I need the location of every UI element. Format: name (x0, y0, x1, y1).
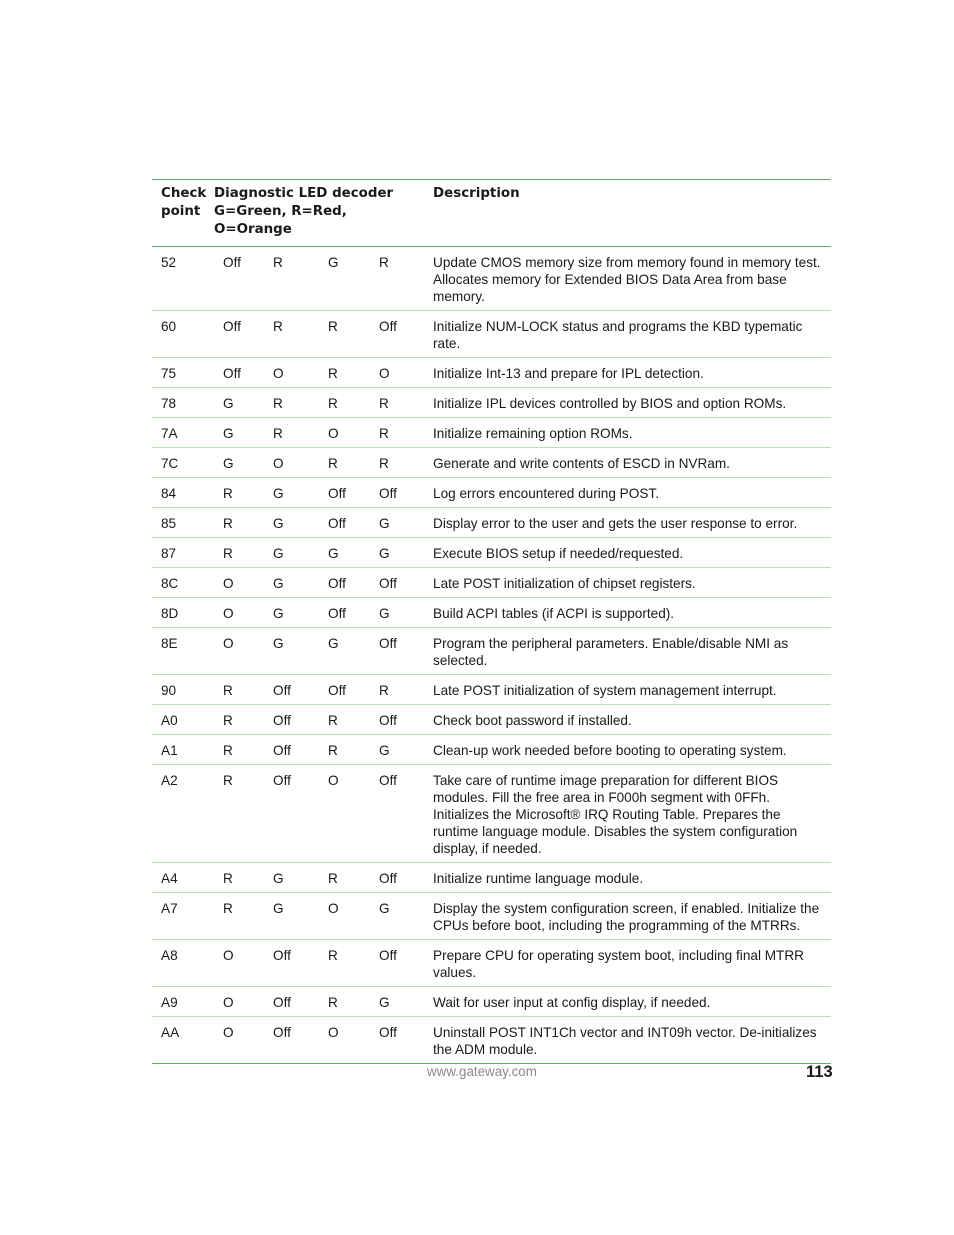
led-cell: Off (265, 765, 320, 863)
led-cell: R (371, 675, 424, 705)
led-cell: R (214, 863, 265, 893)
led-cell: Off (371, 628, 424, 675)
description-cell: Initialize runtime language module. (424, 863, 831, 893)
led-cell: G (320, 247, 371, 311)
table-row (152, 765, 831, 863)
led-cell: O (320, 1017, 371, 1064)
led-cell: Off (320, 508, 371, 538)
checkpoint-cell: 90 (152, 675, 214, 705)
table-row (152, 448, 831, 478)
led-cell: R (371, 247, 424, 311)
led-cell: O (320, 765, 371, 863)
led-cell: Off (265, 735, 320, 765)
description-cell: Display the system configuration screen, if enabled. Initialize the CPUs before boot, including the programming of the MTRRs. (424, 893, 831, 940)
led-cell: O (320, 418, 371, 448)
led-cell: O (320, 893, 371, 940)
led-cell: R (265, 247, 320, 311)
led-cell: O (371, 358, 424, 388)
led-cell: O (265, 448, 320, 478)
led-cell: R (214, 705, 265, 735)
checkpoint-cell: 8C (152, 568, 214, 598)
led-cell: R (371, 418, 424, 448)
led-cell: R (320, 863, 371, 893)
led-cell: G (265, 508, 320, 538)
led-cell: Off (214, 358, 265, 388)
table-row (152, 388, 831, 418)
table-row (152, 675, 831, 705)
led-cell: Off (214, 247, 265, 311)
table-row (152, 508, 831, 538)
checkpoint-cell: 8D (152, 598, 214, 628)
description-cell: Build ACPI tables (if ACPI is supported). (424, 598, 831, 628)
led-cell: R (265, 418, 320, 448)
led-cell: R (265, 311, 320, 358)
description-cell: Log errors encountered during POST. (424, 478, 831, 508)
checkpoint-cell: 87 (152, 538, 214, 568)
table-row (152, 568, 831, 598)
led-cell: G (320, 538, 371, 568)
led-cell: R (214, 893, 265, 940)
table-row (152, 705, 831, 735)
led-cell: G (265, 568, 320, 598)
led-cell: G (214, 418, 265, 448)
checkpoint-cell: A1 (152, 735, 214, 765)
description-cell: Clean-up work needed before booting to operating system. (424, 735, 831, 765)
led-cell: R (214, 735, 265, 765)
description-cell: Uninstall POST INT1Ch vector and INT09h vector. De-initializes the ADM module. (424, 1017, 831, 1064)
led-cell: Off (265, 987, 320, 1017)
table-row (152, 247, 831, 311)
description-cell: Take care of runtime image preparation for different BIOS modules. Fill the free area in F000h segment with 0FFh. Initializes the Microsoft® IRQ Routing Table. Prepares the runtime language module. Disables the system configuration display, if needed. (424, 765, 831, 863)
led-cell: G (214, 448, 265, 478)
led-cell: G (265, 538, 320, 568)
led-cell: O (265, 358, 320, 388)
led-cell: Off (371, 765, 424, 863)
header-led-decoder: Diagnostic LED decoder G=Green, R=Red, O=Orange (214, 180, 424, 247)
led-cell: G (214, 388, 265, 418)
table-row (152, 1017, 831, 1064)
led-cell: G (265, 598, 320, 628)
table-header-row (152, 180, 831, 247)
led-cell: Off (214, 311, 265, 358)
checkpoint-cell: 78 (152, 388, 214, 418)
led-cell: R (214, 675, 265, 705)
header-checkpoint: Check point (152, 180, 214, 247)
led-cell: G (320, 628, 371, 675)
led-cell: R (214, 538, 265, 568)
table-row (152, 628, 831, 675)
led-cell: Off (371, 1017, 424, 1064)
led-cell: Off (371, 568, 424, 598)
checkpoint-cell: 85 (152, 508, 214, 538)
table-row (152, 893, 831, 940)
table-row (152, 940, 831, 987)
led-cell: R (265, 388, 320, 418)
led-cell: G (371, 987, 424, 1017)
checkpoint-cell: A8 (152, 940, 214, 987)
table-row (152, 311, 831, 358)
led-cell: G (265, 893, 320, 940)
led-cell: Off (265, 705, 320, 735)
description-cell: Execute BIOS setup if needed/requested. (424, 538, 831, 568)
checkpoint-cell: AA (152, 1017, 214, 1064)
led-cell: R (214, 765, 265, 863)
led-cell: O (214, 628, 265, 675)
led-cell: G (371, 893, 424, 940)
table-row (152, 358, 831, 388)
led-cell: Off (371, 705, 424, 735)
checkpoint-cell: 7A (152, 418, 214, 448)
description-cell: Wait for user input at config display, if needed. (424, 987, 831, 1017)
description-cell: Display error to the user and gets the user response to error. (424, 508, 831, 538)
checkpoint-cell: A4 (152, 863, 214, 893)
page-number: 113 (806, 1063, 833, 1081)
led-cell: G (371, 598, 424, 628)
checkpoint-cell: A2 (152, 765, 214, 863)
description-cell: Initialize Int-13 and prepare for IPL detection. (424, 358, 831, 388)
led-cell: R (371, 448, 424, 478)
led-cell: G (265, 478, 320, 508)
led-cell: R (320, 987, 371, 1017)
header-description: Description (424, 180, 831, 247)
led-cell: O (214, 987, 265, 1017)
led-cell: G (371, 508, 424, 538)
led-cell: R (320, 358, 371, 388)
led-cell: O (214, 1017, 265, 1064)
led-cell: R (320, 735, 371, 765)
led-cell: Off (265, 675, 320, 705)
description-cell: Late POST initialization of system management interrupt. (424, 675, 831, 705)
description-cell: Generate and write contents of ESCD in NVRam. (424, 448, 831, 478)
description-cell: Initialize NUM-LOCK status and programs the KBD typematic rate. (424, 311, 831, 358)
led-cell: O (214, 598, 265, 628)
checkpoint-cell: 8E (152, 628, 214, 675)
description-cell: Prepare CPU for operating system boot, including final MTRR values. (424, 940, 831, 987)
description-cell: Late POST initialization of chipset registers. (424, 568, 831, 598)
checkpoint-cell: 7C (152, 448, 214, 478)
footer-url: www.gateway.com (427, 1064, 537, 1079)
description-cell: Check boot password if installed. (424, 705, 831, 735)
led-cell: Off (265, 1017, 320, 1064)
led-cell: Off (371, 478, 424, 508)
led-cell: R (320, 388, 371, 418)
led-cell: Off (320, 598, 371, 628)
led-cell: G (265, 863, 320, 893)
table-row (152, 418, 831, 448)
led-cell: Off (371, 311, 424, 358)
led-cell: R (320, 448, 371, 478)
table-row (152, 598, 831, 628)
table-row (152, 478, 831, 508)
led-cell: Off (265, 940, 320, 987)
checkpoint-cell: A9 (152, 987, 214, 1017)
led-cell: G (371, 538, 424, 568)
table-row (152, 987, 831, 1017)
checkpoint-cell: 60 (152, 311, 214, 358)
checkpoint-cell: 52 (152, 247, 214, 311)
description-cell: Initialize IPL devices controlled by BIOS and option ROMs. (424, 388, 831, 418)
led-cell: R (214, 478, 265, 508)
checkpoint-table (152, 179, 831, 1064)
description-cell: Initialize remaining option ROMs. (424, 418, 831, 448)
checkpoint-cell: 75 (152, 358, 214, 388)
led-cell: R (371, 388, 424, 418)
led-cell: R (320, 940, 371, 987)
checkpoint-cell: A0 (152, 705, 214, 735)
led-cell: Off (320, 478, 371, 508)
description-cell: Program the peripheral parameters. Enable/disable NMI as selected. (424, 628, 831, 675)
led-cell: Off (371, 863, 424, 893)
led-cell: Off (320, 675, 371, 705)
led-cell: Off (371, 940, 424, 987)
led-cell: Off (320, 568, 371, 598)
led-cell: R (214, 508, 265, 538)
checkpoint-cell: 84 (152, 478, 214, 508)
checkpoint-cell: A7 (152, 893, 214, 940)
table-row (152, 735, 831, 765)
led-cell: R (320, 705, 371, 735)
table-row (152, 863, 831, 893)
led-cell: R (320, 311, 371, 358)
led-cell: O (214, 568, 265, 598)
table-row (152, 538, 831, 568)
description-cell: Update CMOS memory size from memory found in memory test. Allocates memory for Extended BIOS Data Area from base memory. (424, 247, 831, 311)
led-cell: G (371, 735, 424, 765)
led-cell: G (265, 628, 320, 675)
led-cell: O (214, 940, 265, 987)
